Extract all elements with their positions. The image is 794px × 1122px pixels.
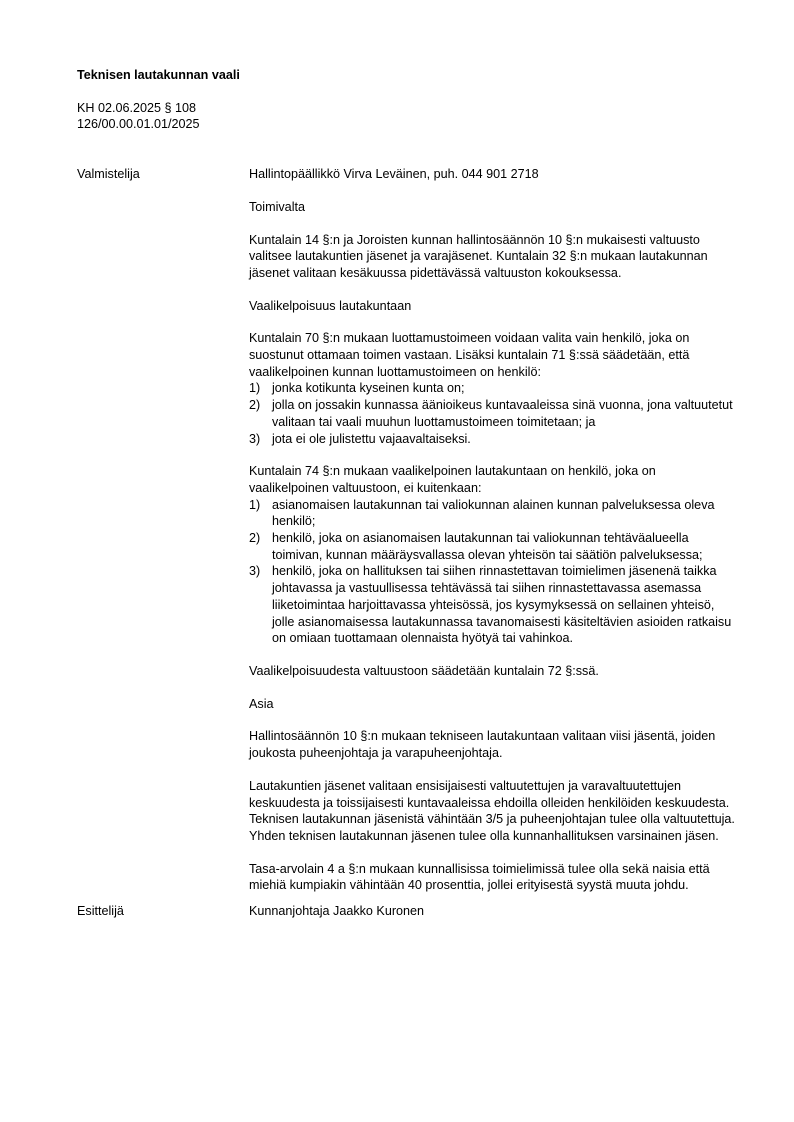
list-item: 2) henkilö, joka on asianomaisen lautakunnan tai valiokunnan tehtäväalueella toimivan, kunnan määräysvallassa olevan yhteisön tai säätiön palveluksessa; xyxy=(249,531,703,562)
list-item: 3) henkilö, joka on hallituksen tai siihen rinnastettavan toimielimen jäsenenä taikka johtavassa ja vastuullisessa tehtävässä tai siihen rinnastettavassa asemassa liiketoimintaa harjoittavassa yhteisössä, jos kysymyksessä on sellainen yhteisö, jolle asianomaisessa lautakunnassa tavanomaisesti käsiteltävien asioiden ratkaisu on omiaan tuottamaan olennaista hyötyä tai vahinkoa. xyxy=(249,564,732,646)
toimivalta-heading: Toimivalta xyxy=(249,199,305,214)
vaalikelpoisuus-heading: Vaalikelpoisuus lautakuntaan xyxy=(249,298,412,313)
document-meta xyxy=(77,100,737,133)
toimivalta-text: Kuntalain 14 §:n ja Joroisten kunnan hallintosäännön 10 §:n mukaisesti valtuusto valitsee lautakuntien jäsenet ja varajäsenet. Kuntalain 32 §:n mukaan lautakunnan jäsenet valitaan kesäkuussa pidettävässä valtuuston kokouksessa. xyxy=(249,232,708,280)
case-number: 126/00.00.01.01/2025 xyxy=(77,117,200,132)
asia-paragraph: Tasa-arvolain 4 a §:n mukaan kunnallisissa toimielimissä tulee olla sekä naisia että miehiä kumpiakin vähintään 40 prosenttia, jollei erityisestä syystä muuta johdu. xyxy=(249,861,710,893)
preparer-label: Valmistelija xyxy=(77,167,140,182)
preparer-name: Hallintopäällikkö Virva Leväinen, puh. 044 901 2718 xyxy=(249,167,539,182)
list-item: 1) jonka kotikunta kyseinen kunta on; xyxy=(249,381,465,396)
presenter-name: Kunnanjohtaja Jaakko Kuronen xyxy=(249,904,425,919)
meeting-reference: KH 02.06.2025 § 108 xyxy=(77,100,197,115)
asia-heading: Asia xyxy=(249,696,274,711)
document-page xyxy=(77,67,737,920)
asia-paragraph: Lautakuntien jäsenet valitaan ensisijaisesti valtuutettujen ja varavaltuutettujen keskuudesta ja toissijaisesti kuntavaaleissa ehdoilla olleiden henkilöiden keskuudesta. Teknisen lautakunnan jäsenistä vähintään 3/5 ja puheenjohtajan tulee olla valtuutettuja. Yhden teknisen lautakunnan jäsenen tulee olla kunnanhallituksen varsinainen jäsen. xyxy=(249,778,735,843)
exclusion-list xyxy=(249,497,737,647)
asia-paragraph: Hallintosäännön 10 §:n mukaan tekniseen lautakuntaan valitaan viisi jäsentä, joiden joukosta puheenjohtaja ja varapuheenjohtaja. xyxy=(249,729,716,761)
preparer-section xyxy=(77,166,737,894)
list-item: 3) jota ei ole julistettu vajaavaltaiseksi. xyxy=(249,431,471,446)
lautakunta-intro: Kuntalain 74 §:n mukaan vaalikelpoinen lautakuntaan on henkilö, joka on vaalikelpoinen valtuustoon, ei kuitenkaan: xyxy=(249,464,656,495)
list-item: 2) jolla on jossakin kunnassa äänioikeus kuntavaaleissa sinä vuonna, jona valtuutetut valitaan tai vaali muuhun luottamustoimeen toimitetaan; ja xyxy=(249,398,733,429)
presenter-section xyxy=(77,903,737,920)
list-item: 1) asianomaisen lautakunnan tai valiokunnan alainen kunnan palveluksessa oleva henkilö; xyxy=(249,497,715,529)
valtuusto-reference: Vaalikelpoisuudesta valtuustoon säädetään kuntalain 72 §:ssä. xyxy=(249,663,599,678)
presenter-label: Esittelijä xyxy=(77,904,124,919)
document-title: Teknisen lautakunnan vaali xyxy=(77,68,240,82)
preparer-body xyxy=(249,166,737,894)
eligibility-list xyxy=(249,380,737,447)
vaalikelpoisuus-intro: Kuntalain 70 §:n mukaan luottamustoimeen voidaan valita vain henkilö, joka on suostunut ottamaan toimen vastaan. Lisäksi kuntalain 71 §:ssä säädetään, että vaalikelpoinen kunnan luottamustoimeen on henkilö: xyxy=(249,331,690,379)
